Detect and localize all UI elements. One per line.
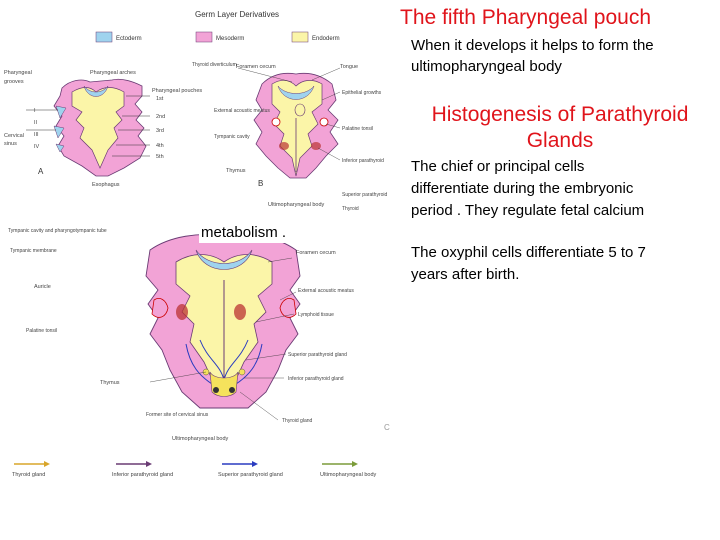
figure-header: Germ Layer Derivatives (195, 10, 280, 19)
label-thymus-c: Thymus (100, 380, 120, 386)
label-tympanic-cavity-c: Tympanic cavity and pharyngotympanic tube (8, 228, 107, 234)
body-text-3-line2: years after birth. (411, 266, 520, 283)
label-external-acoustic-c: External acoustic meatus (298, 288, 354, 294)
panel-b-letter: B (258, 179, 264, 188)
label-esophagus: Esophagus (92, 182, 120, 188)
label-pharyngeal-arches: Pharyngeal arches (90, 70, 136, 76)
bottom-arrow-legend (14, 461, 358, 467)
label-arch-ii: II (34, 120, 38, 126)
panel-c-letter: C (384, 423, 390, 432)
label-palatine-tonsil-c: Palatine tonsil (26, 328, 58, 334)
label-auricle: Auricle (34, 284, 51, 290)
slide-title: The fifth Pharyngeal pouch (400, 6, 651, 29)
label-pharyngeal: Pharyngeal (4, 70, 32, 76)
label-arch-i: I (34, 108, 36, 114)
label-pouch-5th: 5th (156, 154, 164, 160)
legend-label-mesoderm: Mesoderm (216, 36, 245, 42)
label-arch-iv: IV (34, 144, 40, 150)
label-ultimopharyngeal-c: Ultimopharyngeal body (172, 436, 229, 442)
legend-label-endoderm: Endoderm (312, 36, 340, 42)
label-cervical: Cervical (4, 133, 24, 139)
legend-swatch-endoderm (292, 32, 308, 42)
label-grooves: grooves (4, 79, 24, 85)
label-tongue: Tongue (340, 64, 359, 70)
bottom-legend-superior-parathyroid: Superior parathyroid gland (218, 472, 283, 478)
label-lymphoid-tissue: Lymphoid tissue (298, 312, 334, 318)
label-foramen-cecum-c: Foramen cecum (296, 250, 336, 256)
legend-label-ectoderm: Ectoderm (116, 36, 142, 42)
body-text-1b: ultimopharyngeal body (411, 58, 562, 75)
body-text-2-overflow: metabolism . (201, 224, 287, 241)
label-palatine-tonsil-b: Palatine tonsil (342, 126, 374, 132)
label-sinus: sinus (4, 141, 17, 147)
label-superior-parathyroid-b: Superior parathyroid (342, 192, 388, 198)
panel-a-drawing (26, 79, 150, 176)
label-thyroid-b: Thyroid (342, 206, 359, 212)
label-former-cervical-sinus: Former site of cervical sinus (146, 412, 209, 418)
bottom-legend-thyroid: Thyroid gland (12, 472, 46, 478)
label-thymus-b: Thymus (226, 168, 246, 174)
label-pharyngeal-pouches: Pharyngeal pouches (152, 88, 203, 94)
body-text-2-line1: The chief or principal cells (411, 158, 585, 175)
label-ultimopharyngeal-b: Ultimopharyngeal body (268, 202, 325, 208)
label-external-acoustic-b: External acoustic meatus (214, 108, 270, 114)
label-foramen-cecum-b: Foramen cecum (236, 64, 276, 70)
section-heading-line2: Glands (526, 129, 594, 152)
label-pouch-2nd: 2nd (156, 114, 166, 120)
label-pouch-1st: 1st (156, 96, 164, 102)
panel-b-drawing (238, 68, 340, 178)
label-pouch-4th: 4th (156, 143, 164, 149)
body-text-2-line3: period . They regulate fetal calcium (411, 202, 645, 219)
panel-c-drawing (146, 235, 300, 420)
label-tympanic-membrane: Tympanic membrane (10, 248, 57, 254)
label-superior-parathyroid-c: Superior parathyroid gland (288, 352, 347, 358)
label-pouch-3rd: 3rd (156, 128, 164, 134)
panel-a-letter: A (38, 167, 44, 176)
body-text-2-line2: differentiate during the embryonic (411, 180, 634, 197)
legend-swatch-ectoderm (96, 32, 112, 42)
label-inferior-parathyroid-c: Inferior parathyroid gland (288, 376, 344, 382)
label-thyroid-gland-c: Thyroid gland (282, 418, 313, 424)
bottom-legend-inferior-parathyroid: Inferior parathyroid gland (112, 472, 174, 478)
label-tympanic-cavity-b: Tympanic cavity (214, 134, 250, 140)
label-inferior-parathyroid-b: Inferior parathyroid (342, 158, 384, 164)
legend-swatch-mesoderm (196, 32, 212, 42)
label-arch-iii: III (34, 132, 39, 138)
label-thyroid-diverticulum: Thyroid diverticulum (192, 62, 237, 68)
label-epithelial-growths: Epithelial growths (342, 90, 382, 96)
body-text-3-line1: The oxyphil cells differentiate 5 to 7 (411, 244, 646, 261)
body-text-1: When it develops it helps to form the (411, 37, 654, 54)
bottom-legend-ultimopharyngeal: Ultimopharyngeal body (320, 472, 377, 478)
section-heading-line1: Histogenesis of Parathyroid (431, 103, 689, 126)
